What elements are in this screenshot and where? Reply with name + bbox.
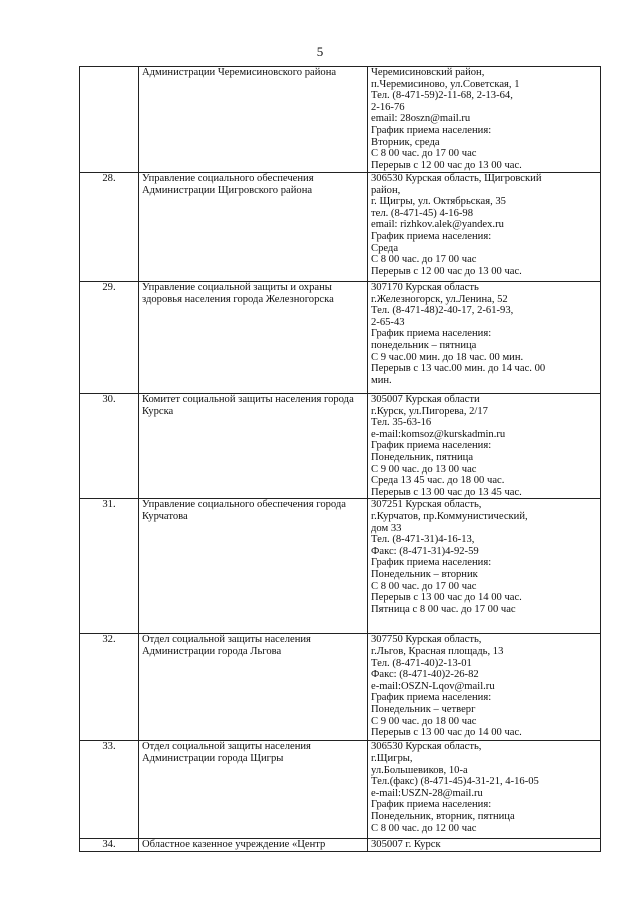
row-number: 31.: [80, 499, 139, 634]
contact-line: Перерыв с 13 00 час до 14 00 час.: [371, 727, 522, 739]
table-row: [80, 499, 601, 634]
contact-details: [368, 282, 601, 394]
organization-name: Управление социального обеспечения Администрации Щигровского района: [139, 173, 368, 282]
contact-line: Перерыв с 12 00 час до 13 00 час.: [371, 265, 522, 277]
contact-line: 307251 Курская область,: [371, 499, 482, 511]
contact-details: [368, 394, 601, 499]
organization-name: Комитет социальной защиты населения города Курска: [139, 394, 368, 499]
contact-line: С 9 00 час. до 13 00 час: [371, 463, 477, 475]
contact-line: мин.: [371, 374, 392, 386]
table-row: [80, 282, 601, 394]
contact-line: Понедельник – четверг: [371, 703, 476, 715]
contact-line: понедельник – пятница: [371, 339, 477, 351]
table-row: [80, 741, 601, 839]
social-protection-registry-table: [79, 66, 601, 852]
contact-line: Факс: (8-471-31)4-92-59: [371, 545, 479, 557]
contact-line: e-mail:OSZN-Lqov@mail.ru: [371, 680, 495, 692]
table-row: [80, 173, 601, 282]
row-number: 30.: [80, 394, 139, 499]
contact-line: г.Курчатов, пр.Коммунистический,: [371, 510, 528, 522]
organization-name: Администрации Черемисиновского района: [139, 67, 368, 173]
contact-line: Перерыв с 13 час.00 мин. до 14 час. 00: [371, 363, 546, 375]
contact-line: График приема населения:: [371, 557, 492, 569]
contact-line: г.Льгов, Красная площадь, 13: [371, 645, 504, 657]
table-row: [80, 634, 601, 741]
contact-line: e-mail:USZN-28@mail.ru: [371, 787, 483, 799]
contact-line: 307750 Курская область,: [371, 634, 482, 646]
contact-line: 306530 Курская область, Щигровский: [371, 173, 542, 184]
contact-line: С 9 00 час. до 18 00 час: [371, 715, 477, 727]
contact-line: Перерыв с 13 00 час до 14 00 час.: [371, 592, 522, 604]
contact-line: График приема населения:: [371, 440, 492, 452]
contact-details: [368, 67, 601, 173]
contact-line: График приема населения:: [371, 799, 492, 811]
contact-line: С 8 00 час. до 17 00 час: [371, 148, 477, 160]
contact-details: [368, 499, 601, 634]
contact-line: График приема населения:: [371, 124, 492, 136]
contact-line: Вторник, среда: [371, 136, 440, 148]
contact-line: Тел. 35-63-16: [371, 417, 432, 429]
contact-line: Понедельник, вторник, пятница: [371, 810, 515, 822]
table-row: [80, 839, 601, 852]
row-number: 32.: [80, 634, 139, 741]
contact-line: п.Черемисиново, ул.Советская, 1: [371, 78, 520, 90]
contact-line: район,: [371, 184, 401, 196]
page-number: 5: [316, 44, 324, 59]
contact-line: С 8 00 час. до 12 00 час: [371, 822, 477, 834]
contact-details: [368, 741, 601, 839]
contact-line: 305007 г. Курск: [371, 839, 441, 851]
contact-line: График приема населения:: [371, 328, 492, 340]
contact-line: г.Железногорск, ул.Ленина, 52: [371, 293, 508, 305]
contact-line: 2-65-43: [371, 316, 405, 328]
contact-line: График приема населения:: [371, 692, 492, 704]
contact-line: г. Щигры, ул. Октябрьская, 35: [371, 196, 506, 208]
contact-line: г.Щигры,: [371, 752, 413, 764]
contact-details: [368, 634, 601, 741]
contact-line: Тел. (8-471-48)2-40-17, 2-61-93,: [371, 305, 514, 317]
contact-line: Понедельник – вторник: [371, 568, 478, 580]
contact-line: 306530 Курская область,: [371, 741, 482, 753]
row-number: 34.: [80, 839, 139, 852]
table-row: [80, 67, 601, 173]
contact-line: email: rizhkov.alek@yandex.ru: [371, 219, 504, 231]
contact-line: Тел.(факс) (8-471-45)4-31-21, 4-16-05: [371, 776, 539, 788]
contact-details: [368, 173, 601, 282]
organization-name: Управление социальной защиты и охраны здоровья населения города Железногорска: [139, 282, 368, 394]
table-body: [80, 67, 601, 852]
contact-line: дом 33: [371, 522, 402, 534]
organization-name: Управление социального обеспечения города Курчатова: [139, 499, 368, 634]
contact-line: email: 28oszn@mail.ru: [371, 113, 471, 125]
contact-details: [368, 839, 601, 852]
contact-line: ул.Большевиков, 10-а: [371, 764, 468, 776]
row-number: 29.: [80, 282, 139, 394]
contact-line: [371, 615, 597, 627]
contact-line: С 8 00 час. до 17 00 час: [371, 254, 477, 266]
contact-line: 2-16-76: [371, 101, 405, 113]
contact-line: 307170 Курская область: [371, 282, 479, 293]
contact-line: Черемисиновский район,: [371, 67, 485, 78]
contact-line: С 8 00 час. до 17 00 час: [371, 580, 477, 592]
organization-name: Отдел социальной защиты населения Администрации города Щигры: [139, 741, 368, 839]
contact-line: Пятница с 8 00 час. до 17 00 час: [371, 603, 516, 615]
contact-line: Перерыв с 12 00 час до 13 00 час.: [371, 159, 522, 171]
contact-line: Перерыв с 13 00 час до 13 45 час.: [371, 486, 522, 498]
row-number: [80, 67, 139, 173]
contact-line: Тел. (8-471-59)2-11-68, 2-13-64,: [371, 90, 513, 102]
contact-line: Среда 13 45 час. до 18 00 час.: [371, 475, 505, 487]
contact-line: тел. (8-471-45) 4-16-98: [371, 207, 473, 219]
row-number: 33.: [80, 741, 139, 839]
row-number: 28.: [80, 173, 139, 282]
contact-line: Тел. (8-471-31)4-16-13,: [371, 534, 475, 546]
organization-name: Областное казенное учреждение «Центр: [139, 839, 368, 852]
organization-name: Отдел социальной защиты населения Администрации города Льгова: [139, 634, 368, 741]
table-row: [80, 394, 601, 499]
contact-line: Понедельник, пятница: [371, 451, 474, 463]
contact-line: e-mail:komsoz@kurskadmin.ru: [371, 428, 506, 440]
contact-line: г.Курск, ул.Пигорева, 2/17: [371, 405, 488, 417]
contact-line: Тел. (8-471-40)2-13-01: [371, 657, 472, 669]
contact-line: Факс: (8-471-40)2-26-82: [371, 669, 479, 681]
contact-line: График приема населения:: [371, 230, 492, 242]
contact-line: 305007 Курская области: [371, 394, 480, 405]
contact-line: С 9 час.00 мин. до 18 час. 00 мин.: [371, 351, 524, 363]
contact-line: Среда: [371, 242, 399, 254]
